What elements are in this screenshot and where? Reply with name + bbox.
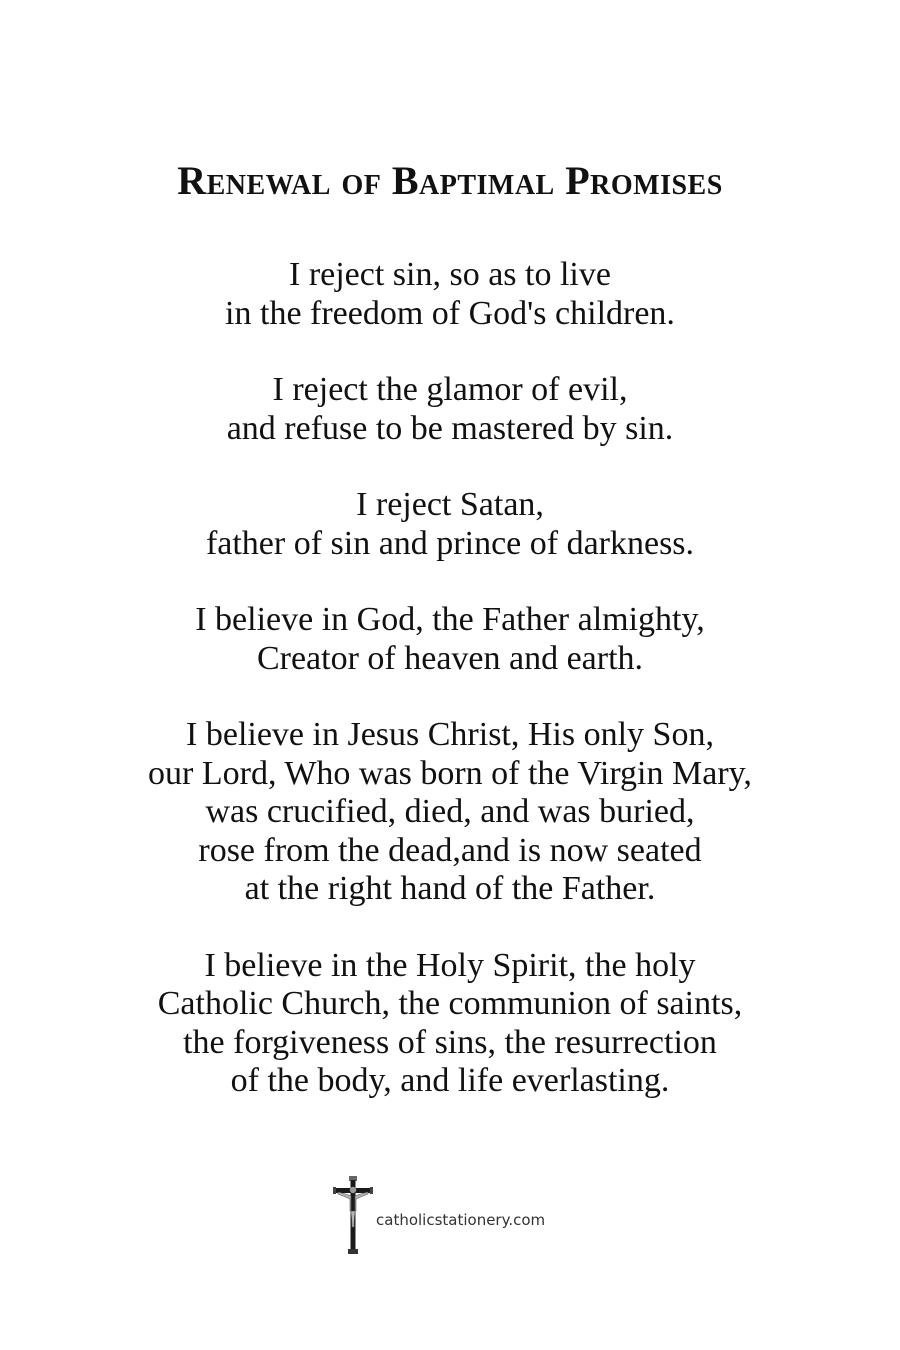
prayer-text	[0, 256, 900, 1139]
prayer-line: Creator of heaven and earth.	[256, 639, 644, 677]
prayer-line: our Lord, Who was born of the Virgin Mary,	[148, 754, 752, 792]
website-link[interactable]: catholicstationery.com	[376, 1211, 546, 1229]
crucifix-icon	[332, 1175, 374, 1255]
prayer-line: I reject the glamor of evil,	[272, 371, 628, 408]
prayer-line: the forgiveness of sins, the resurrection	[183, 1023, 717, 1061]
prayer-line: I believe in the Holy Spirit, the holy	[204, 946, 696, 984]
prayer-line: rose from the dead,and is now seated	[198, 831, 702, 869]
page-title: Renewal of Baptimal Promises	[177, 158, 723, 203]
stanza-reject-evil	[0, 371, 900, 448]
prayer-line: father of sin and prince of darkness.	[205, 524, 695, 562]
prayer-line: and refuse to be mastered by sin.	[226, 409, 674, 447]
prayer-line: I believe in God, the Father almighty,	[195, 601, 705, 638]
stanza-believe-father	[0, 601, 900, 678]
prayer-line: in the freedom of God's children.	[225, 294, 675, 332]
stanza-believe-spirit	[0, 947, 900, 1101]
stanza-believe-son	[0, 716, 900, 909]
prayer-line: of the body, and life everlasting.	[230, 1062, 670, 1099]
prayer-line: I believe in Jesus Christ, His only Son,	[186, 716, 714, 753]
prayer-line: I reject Satan,	[356, 486, 544, 523]
prayer-line: at the right hand of the Father.	[244, 870, 656, 907]
stanza-reject-sin	[0, 256, 900, 333]
prayer-line: Catholic Church, the communion of saints,	[157, 985, 743, 1022]
stanza-reject-satan	[0, 486, 900, 563]
footer	[332, 1175, 592, 1255]
prayer-line: I reject sin, so as to live	[289, 256, 611, 293]
prayer-line: was crucified, died, and was buried,	[205, 793, 695, 830]
